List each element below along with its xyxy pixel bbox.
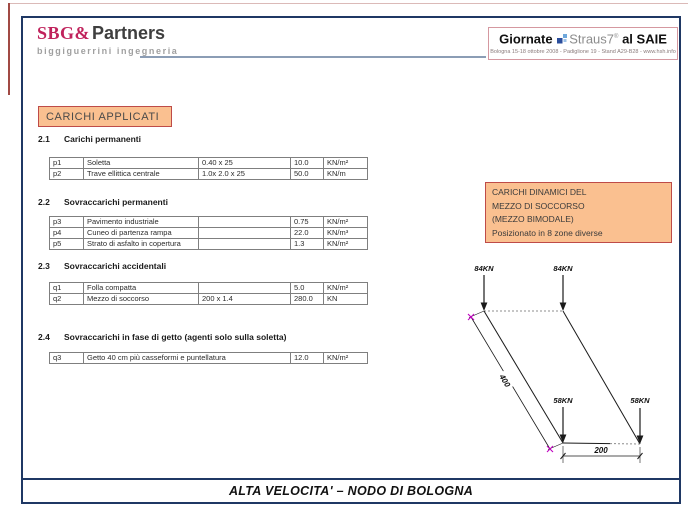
scan-artifact-left-line xyxy=(8,3,10,95)
section-number: 2.1 xyxy=(38,134,50,144)
logo-brand2-text: Partners xyxy=(92,23,166,43)
header-rule xyxy=(140,56,486,58)
load-calc: 0.40 x 25 xyxy=(199,158,291,169)
section-heading-2-2 xyxy=(38,197,168,207)
load-label: 58KN xyxy=(630,396,650,405)
section-heading-2-3 xyxy=(38,261,166,271)
event-banner-title xyxy=(489,30,677,47)
load-value: 10.0 xyxy=(291,158,324,169)
load-id: p1 xyxy=(50,158,84,169)
note-line: CARICHI DINAMICI DEL xyxy=(492,187,587,197)
logo-brand-text: SBG& xyxy=(37,23,91,43)
load-unit: KN/m² xyxy=(324,217,368,228)
table-row xyxy=(50,158,368,169)
slab-left-edge xyxy=(484,311,563,443)
load-id: p4 xyxy=(50,228,84,239)
section-heading-2-1 xyxy=(38,134,141,144)
load-name: Pavimento industriale xyxy=(84,217,199,228)
page-title: CARICHI APPLICATI xyxy=(38,106,172,127)
event-banner xyxy=(488,27,678,60)
section-title: Sovraccarichi permanenti xyxy=(64,197,168,207)
load-scheme-svg xyxy=(440,255,690,480)
load-calc xyxy=(199,283,291,294)
section-number: 2.3 xyxy=(38,261,50,271)
loads-table-2-2 xyxy=(49,216,368,250)
table-row xyxy=(50,228,368,239)
load-arrow-top-right xyxy=(553,264,573,311)
load-label: 84KN xyxy=(553,264,573,273)
load-calc: 200 x 1.4 xyxy=(199,294,291,305)
load-unit: KN/m² xyxy=(324,239,368,250)
slab-bottom-edge xyxy=(563,443,610,444)
company-logo xyxy=(37,24,178,56)
note-line: MEZZO DI SOCCORSO xyxy=(492,200,585,211)
load-scheme-diagram xyxy=(440,255,690,485)
load-name: Getto 40 cm più casseformi e puntellatura xyxy=(84,353,291,364)
load-name: Trave ellittica centrale xyxy=(84,169,199,180)
load-name: Soletta xyxy=(84,158,199,169)
load-value: 280.0 xyxy=(291,294,324,305)
load-unit: KN/m² xyxy=(324,158,368,169)
load-id: q1 xyxy=(50,283,84,294)
logo-subtitle: biggiguerrini ingegneria xyxy=(37,46,179,56)
load-name: Cuneo di partenza rampa xyxy=(84,228,199,239)
slide-frame xyxy=(21,16,681,504)
load-label: 58KN xyxy=(553,396,573,405)
note-line: Posizionato in 8 zone diverse xyxy=(492,227,603,238)
load-id: q3 xyxy=(50,353,84,364)
section-title: Carichi permanenti xyxy=(64,134,141,144)
event-word-straus7: Straus7 xyxy=(569,31,615,47)
load-name: Folla compatta xyxy=(84,283,199,294)
section-title: Sovraccarichi in fase di getto (agenti solo sulla soletta) xyxy=(64,332,287,342)
dimension-side-400 xyxy=(468,311,563,452)
table-row xyxy=(50,239,368,250)
load-calc xyxy=(199,239,291,250)
load-value: 0.75 xyxy=(291,217,324,228)
event-word-giornate: Giornate xyxy=(499,31,553,47)
load-unit: KN/m² xyxy=(324,283,368,294)
section-number: 2.4 xyxy=(38,332,50,342)
dimension-bottom-200 xyxy=(561,445,643,463)
load-arrow-bottom-left xyxy=(553,396,573,443)
straus7-logo-icon xyxy=(557,33,568,47)
table-row xyxy=(50,283,368,294)
load-unit: KN/m² xyxy=(324,353,368,364)
dimension-label-side: 400 xyxy=(497,372,513,389)
load-name: Strato di asfalto in copertura xyxy=(84,239,199,250)
section-title: Sovraccarichi accidentali xyxy=(64,261,167,271)
load-name: Mezzo di soccorso xyxy=(84,294,199,305)
section-number: 2.2 xyxy=(38,197,50,207)
load-unit: KN xyxy=(324,294,368,305)
load-unit: KN/m xyxy=(324,169,368,180)
load-value: 50.0 xyxy=(291,169,324,180)
slab-right-edge xyxy=(563,311,640,444)
load-id: q2 xyxy=(50,294,84,305)
scan-artifact-top-line xyxy=(8,3,688,4)
load-unit: KN/m³ xyxy=(324,228,368,239)
load-value: 12.0 xyxy=(291,353,324,364)
load-arrow-bottom-right xyxy=(630,396,650,444)
table-row xyxy=(50,217,368,228)
load-value: 22.0 xyxy=(291,228,324,239)
note-line: (MEZZO BIMODALE) xyxy=(492,214,574,224)
table-row xyxy=(50,169,368,180)
slide-footer-title: ALTA VELOCITA' – NODO DI BOLOGNA xyxy=(23,478,679,502)
load-value: 1.3 xyxy=(291,239,324,250)
load-value: 5.0 xyxy=(291,283,324,294)
load-calc xyxy=(199,217,291,228)
table-row xyxy=(50,353,368,364)
loads-table-2-1 xyxy=(49,157,368,180)
loads-table-2-3 xyxy=(49,282,368,305)
dynamic-loads-note xyxy=(485,182,672,243)
load-arrow-top-left xyxy=(474,264,494,311)
load-calc: 1.0x 2.0 x 25 xyxy=(199,169,291,180)
load-label: 84KN xyxy=(474,264,494,273)
load-calc xyxy=(199,228,291,239)
event-word-alsaie: al SAIE xyxy=(622,31,667,47)
loads-table-2-4 xyxy=(49,352,368,364)
dimension-label-bottom: 200 xyxy=(594,446,608,455)
section-heading-2-4 xyxy=(38,332,286,342)
load-id: p3 xyxy=(50,217,84,228)
load-id: p5 xyxy=(50,239,84,250)
event-banner-subtext: Bologna 15-18 ottobre 2008 - Padiglione 19 - Stand A29-B28 - www.hsh.info xyxy=(490,49,676,56)
table-row xyxy=(50,294,368,305)
trademark-symbol: ® xyxy=(614,34,619,40)
load-id: p2 xyxy=(50,169,84,180)
